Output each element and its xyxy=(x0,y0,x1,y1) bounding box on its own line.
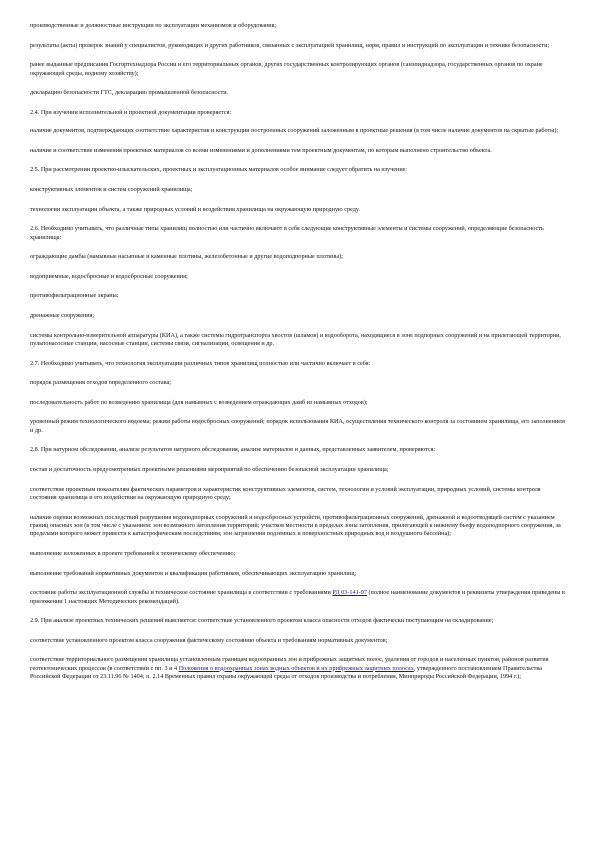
paragraph: декларацию безопасности ГТС, декларацию промышленной безопасности. xyxy=(30,89,229,97)
paragraph: технологии эксплуатации объекта, а также природных условий и воздействия хранилища на окружающую природную среду. xyxy=(30,205,360,213)
paragraph: соответствие установленного проектом класса сооружения фактическому состоянию объекта и требованиям нормативных документов; xyxy=(30,636,388,644)
paragraph: наличие и соответствие изменения проектных материалов со всеми изменениями и дополнениями тем проектным документам, по которым выполнено строительство объекта. xyxy=(30,146,492,154)
paragraph: дренажные сооружения; xyxy=(30,311,95,319)
paragraph: ограждающие дамбы (намывные насыпные и каменные плотины, железобетонные и другие водоподпорные плотины); xyxy=(30,253,343,261)
paragraph: наличие документов, подтверждающих соответствие характеристик и конструкции построенных сооружений заложенным в проектные решения (в том числе наличие документов на скрытые работы); xyxy=(30,127,559,135)
paragraph: уровенный режим технологического водоема; режим работы водосбросных сооружений; порядок использования КИА, осуществления технического контроля за состоянием хранилища, его заполнением и др. xyxy=(30,418,565,434)
paragraph: порядок размещения отходов определенного состава; xyxy=(30,379,171,387)
paragraph: противофильтрационные экраны; xyxy=(30,292,119,300)
paragraph: наличие оценки возможных последствий разрушения водоподпорных сооружений и водосбросных устройств, противофильтрационных сооружений, дренажной и водоотводящей систем с указанием границ опасных зон (в том числе с указанием: зон возможного затопления территорий; участков местности в пределах зоны затопления, прилегающей к нижнему бьефу водоподпорного сооружения, за пределами которого может привести к катастрофическим последствиям; зон загрязнения подземных и поверхностных природных вод и воздушного бассейна); xyxy=(30,513,561,538)
paragraph: производственные и должностные инструкции по эксплуатации механизмов и оборудования; xyxy=(30,22,277,29)
paragraph: выполнение требований нормативных документов и квалификации работников, обеспечивающих эксплуатацию хранилищ; xyxy=(30,569,357,577)
section-heading: 2.8. При натурном обследовании, анализе результатов натурного обследования, анализе материалов и данных, представленных заявителем, проверяются: xyxy=(30,446,436,454)
paragraph: результаты (акты) проверок знаний у специалистов, руководящих и других работников, связанных с эксплуатацией хранилищ, норм, правил и инструкций по эксплуатации и технике безопасности; xyxy=(30,41,550,49)
paragraph xyxy=(30,589,565,606)
paragraph: выполнение изложенных в проекте требований к техническому обеспечению; xyxy=(30,549,236,557)
section-heading: 2.5. При рассмотрении проектно-изыскательских, проектных и эксплуатационных материалов особое внимание следует обратить на изучение: xyxy=(30,166,408,174)
section-heading: 2.6. Необходимо учитывать, что различные типы хранилищ полностью или частично включают в себя следующие конструктивные элементы и системы сооружений, определяющие безопасность хранилища: xyxy=(30,225,544,241)
paragraph: последовательность работ по возведению хранилища (для намывных с возведением ограждающих дамб из намывных отходов); xyxy=(30,398,368,406)
water-protection-zones-link[interactable]: Положения о водоохранных зонах водных объектов и их прибрежных защитных полосах xyxy=(178,664,414,672)
section-heading: 2.9. При анализе проектных технических решений выясняется: соответствие установленного проектом класса опасности отходов фактически поступающим на складирование; xyxy=(30,617,494,625)
paragraph-text: соответствие территориального размещения хранилища установленным границам водоохранных зон и прибрежных защитных полос, удаления от городов и населенных пунктов, районов развития геотектонических процессов (в соответствии с пп. 3 и 4 xyxy=(30,656,549,672)
paragraph: конструктивных элементов и систем сооружений хранилища; xyxy=(30,185,193,193)
paragraph-text: состояние работы эксплуатационной службы и техническое состояние хранилища в соответствии с требованиями xyxy=(30,589,333,597)
paragraph: состав и достаточность предусмотренных проектными решениями мероприятий по обеспечению безопасной эксплуатации хранилища; xyxy=(30,465,389,473)
section-heading: 2.4. При изучении исполнительной и проектной документации проверяется: xyxy=(30,108,232,116)
paragraph: системы контрольно-измерительной аппаратуры (КИА), а также системы гидротранспорта хвостов (шламов) и водооборота, находящиеся в зоне подпорных сооружений и на прилегающей территории, пульпонасосные станции, насосные станции, системы связи, сигнализации, освещения и др. xyxy=(30,331,561,347)
paragraph-text: , утвержденного постановлением Правительства Российской Федерации от 23.11.96 № 1404; п. 2.14 Временных правил охраны окружающей среды от отходов производства и потребления, Минприроды Российской Федерации, 1994 г.); xyxy=(30,664,542,681)
paragraph: соответствие проектным показателям фактических параметров и характеристик конструктивных элементов, систем, технологии и условий эксплуатации, природных условий, системы контроля состояния хранилища и его воздействия на окружающую природную среду; xyxy=(30,485,541,501)
section-heading: 2.7. Необходимо учитывать, что технология эксплуатации различных типов хранилищ полностью или частично включает в себя: xyxy=(30,359,371,367)
paragraph xyxy=(30,656,565,681)
rd-document-link[interactable]: РД 03-141-97 xyxy=(332,589,367,597)
paragraph: ранее выданные предписания Госгортехнадзора России и его территориальных органов, других государственных контролирующих органов (санэпиднадзора, государственных органов по охране окружающей среды, водному хозяйству); xyxy=(30,61,543,77)
paragraph: водоприемные, водосбросные и водосбросные сооружения; xyxy=(30,272,188,280)
paragraph-text: (полное наименование документов и реквизиты утверждения приведены в приложении 1 настоящих Методических рекомендаций). xyxy=(30,589,565,605)
